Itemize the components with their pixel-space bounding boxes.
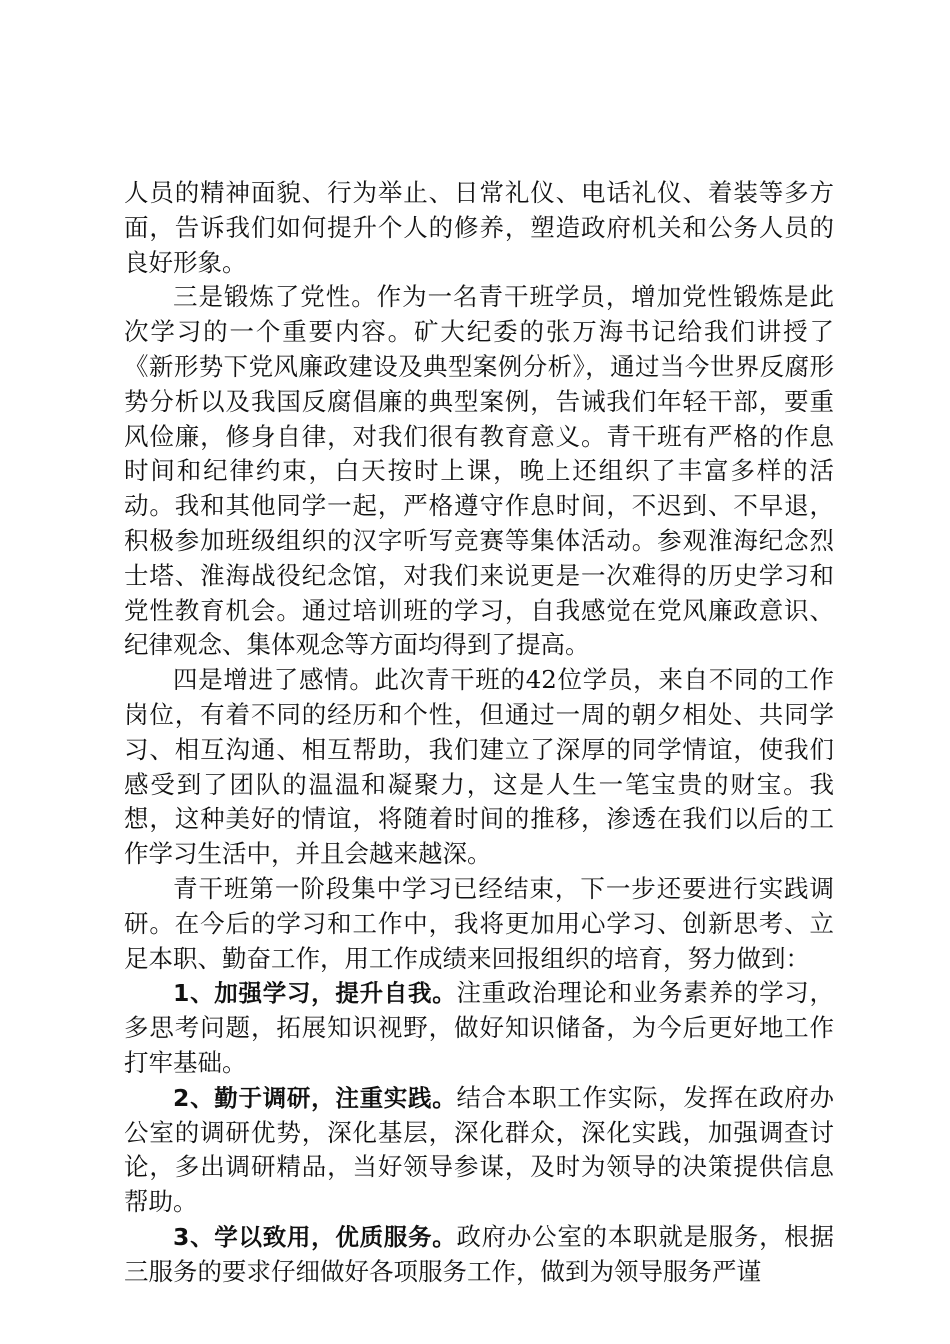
list-item-text: 结合本职工作实际，发挥在政府办公室的调研优势，深化基层，深化群众，深化实践，加强调查讨论，多出调研精品，当好领导参谋，及时为领导的决策提供信息帮助。 [124,1082,835,1217]
list-item-study [124,976,834,1080]
list-item-heading: 1、加强学习，提升自我。 [173,979,457,1008]
list-item-heading: 2、勤于调研，注重实践。 [173,1083,457,1112]
list-item-research [124,1081,834,1220]
list-item-text: 政府办公室的本职就是服务，根据三服务的要求仔细做好各项服务工作，做到为领导服务严谨 [124,1221,835,1286]
paragraph-next-steps: 青干班第一阶段集中学习已经结束，下一步还要进行实践调研。在今后的学习和工作中，我将更加用心学习、创新思考、立足本职、勤奋工作，用工作成绩来回报组织的培育，努力做到： [124,873,834,973]
paragraph-party-spirit: 三是锻炼了党性。作为一名青干班学员，增加党性锻炼是此次学习的一个重要内容。矿大纪委的张万海书记给我们讲授了《新形势下党风廉政建设及典型案例分析》，通过当今世界反腐形势分析以及我国反腐倡廉的典型案例，告诫我们年轻干部，要重风俭廉，修身自律，对我们很有教育意义。青干班有严格的作息时间和纪律约束，白天按时上课，晚上还组织了丰富多样的活动。我和其他同学一起，严格遵守作息时间，不迟到、不早退，积极参加班级组织的汉字听写竞赛等集体活动。参观淮海纪念烈士塔、淮海战役纪念馆，对我们来说更是一次难得的历史学习和党性教育机会。通过培训班的学习，自我感觉在党风廉政意识、纪律观念、集体观念等方面均得到了提高。 [124,282,834,660]
paragraph-friendship: 四是增进了感情。此次青干班的42位学员，来自不同的工作岗位，有着不同的经历和个性，但通过一周的朝夕相处、共同学习、相互沟通、相互帮助，我们建立了深厚的同学情谊，使我们感受到了团队的温温和凝聚力，这是人生一笔宝贵的财宝。我想，这种美好的情谊，将随着时间的推移，渗透在我们以后的工作学习生活中，并且会越来越深。 [124,665,834,869]
list-item-service [124,1220,834,1290]
list-item-heading: 3、学以致用，优质服务。 [173,1222,457,1251]
paragraph-continuation: 人员的精神面貌、行为举止、日常礼仪、电话礼仪、着装等多方面，告诉我们如何提升个人的修养，塑造政府机关和公务人员的良好形象。 [124,178,834,277]
list-item-text: 注重政治理论和业务素养的学习，多思考问题，拓展知识视野，做好知识储备，为今后更好地工作打牢基础。 [124,978,835,1077]
document-body [124,176,834,1290]
